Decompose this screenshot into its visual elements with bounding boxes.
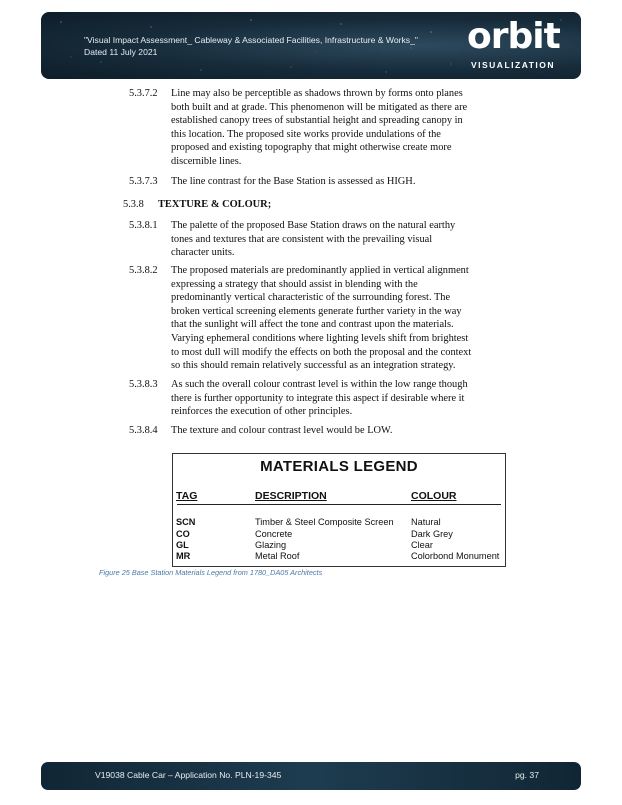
- legend-cell: SCN: [176, 517, 196, 527]
- page-footer: [41, 762, 581, 790]
- figure-caption: Figure 25 Base Station Materials Legend from 1780_DA05 Architects: [99, 568, 323, 577]
- section-number: 5.3.8: [123, 199, 144, 210]
- legend-cell: Clear: [411, 540, 433, 550]
- legend-cell: Metal Roof: [255, 551, 300, 561]
- document-title: "Visual Impact Assessment_ Cableway & Associated Facilities, Infrastructure & Works_" Dated 11 July 2021: [84, 35, 418, 57]
- legend-cell: Dark Grey: [411, 529, 453, 539]
- paragraph-5373: The line contrast for the Base Station is assessed as HIGH.: [171, 176, 416, 187]
- legend-cell: Colorbond Monument: [411, 551, 500, 561]
- legend-cell: CO: [176, 529, 190, 539]
- orbit-logo: orbit VISUALIZATION: [467, 16, 560, 70]
- legend-cell: MR: [176, 551, 191, 561]
- section-heading: TEXTURE & COLOUR;: [158, 199, 272, 210]
- paragraph-5382: The proposed materials are predominantly applied in vertical alignment expressing a strategy that should assist in blending with the predominantly vertical characteristic of the surrounding forest. The broken vertical screening elements generate further variety in the way that the sunlight will affect the tone and contrast upon the materials. Varying ephemeral conditions where lighting levels shift from brightest to most dull will modify the effects on both the proposal and the context so this should remain relatively successful as an integration strategy.: [171, 265, 472, 372]
- section-number: 5.3.8.1: [129, 220, 158, 231]
- section-number: 5.3.8.4: [129, 425, 158, 436]
- page-number: pg. 37: [515, 770, 539, 780]
- legend-col-colour: COLOUR: [411, 490, 457, 502]
- paragraph-5384: The texture and colour contrast level would be LOW.: [171, 425, 393, 436]
- section-number: 5.3.7.2: [129, 88, 158, 99]
- legend-col-description: DESCRIPTION: [255, 490, 327, 502]
- paragraph-5372: Line may also be perceptible as shadows thrown by forms onto planes both built and at grade. This phenomenon will be mitigated as there are established canopy trees of substantial height and spreading canopy in this location. The proposed site works provide undulations of the proposed and existing topography that might otherwise create more discernible lines.: [171, 88, 468, 167]
- legend-cell: GL: [176, 540, 189, 550]
- section-number: 5.3.7.3: [129, 176, 158, 187]
- legend-col-tag: TAG: [176, 490, 198, 502]
- legend-cell: Concrete: [255, 529, 293, 539]
- section-number: 5.3.8.2: [129, 265, 158, 276]
- materials-legend-figure: [172, 453, 506, 567]
- legend-title: MATERIALS LEGEND: [260, 458, 418, 475]
- footer-reference: V19038 Cable Car – Application No. PLN-19-345: [95, 770, 282, 780]
- paragraph-5383: As such the overall colour contrast level is within the low range though there is further opportunity to integrate this aspect if desirable where it reinforces the execution of other principles.: [171, 379, 468, 418]
- paragraph-5381: The palette of the proposed Base Station draws on the natural earthy tones and textures that are consistent with the prevailing visual character units.: [171, 220, 456, 259]
- legend-divider: [177, 504, 501, 505]
- section-number: 5.3.8.3: [129, 379, 158, 390]
- legend-cell: Timber & Steel Composite Screen: [255, 517, 394, 527]
- legend-cell: Glazing: [255, 540, 287, 550]
- legend-cell: Natural: [411, 517, 441, 527]
- page-header: [41, 12, 581, 79]
